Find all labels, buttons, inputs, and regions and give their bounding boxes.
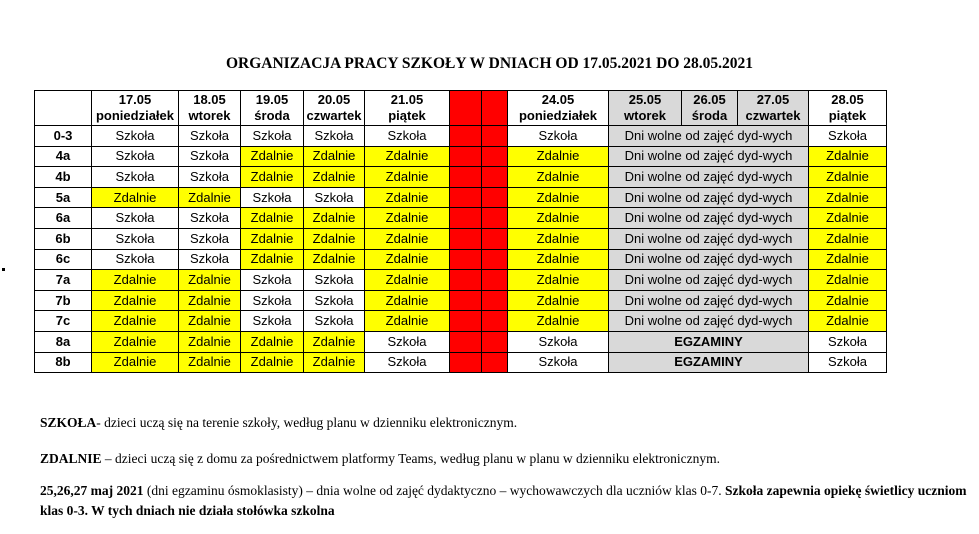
header-cell: 27.05 czwartek <box>738 91 809 126</box>
schedule-cell: Szkoła <box>179 228 241 249</box>
schedule-cell: Szkoła <box>241 311 304 332</box>
schedule-cell: Zdalnie <box>92 187 179 208</box>
schedule-cell: Zdalnie <box>365 187 450 208</box>
schedule-cell: Zdalnie <box>508 208 609 229</box>
schedule-cell: Szkoła <box>241 270 304 291</box>
schedule-cell: Zdalnie <box>365 290 450 311</box>
weekend-cell <box>482 126 508 147</box>
weekend-cell <box>482 290 508 311</box>
header-cell: 25.05 wtorek <box>609 91 682 126</box>
schedule-cell: Szkoła <box>365 352 450 373</box>
class-label: 8a <box>35 331 92 352</box>
schedule-cell: Zdalnie <box>179 311 241 332</box>
schedule-cell: Szkoła <box>809 331 887 352</box>
holiday-cell: Dni wolne od zajęć dyd-wych <box>609 126 809 147</box>
schedule-cell: Szkoła <box>179 249 241 270</box>
schedule-cell: Zdalnie <box>304 331 365 352</box>
header-cell: 17.05 poniedziałek <box>92 91 179 126</box>
weekend-cell <box>450 311 482 332</box>
weekend-cell <box>450 187 482 208</box>
schedule-cell: Szkoła <box>304 290 365 311</box>
weekend-cell <box>450 290 482 311</box>
schedule-cell: Zdalnie <box>179 187 241 208</box>
schedule-cell: Zdalnie <box>304 228 365 249</box>
class-label: 0-3 <box>35 126 92 147</box>
holiday-cell: Dni wolne od zajęć dyd-wych <box>609 208 809 229</box>
schedule-cell: Zdalnie <box>304 146 365 167</box>
schedule-cell: Szkoła <box>809 126 887 147</box>
schedule-cell: Zdalnie <box>809 270 887 291</box>
schedule-cell: Szkoła <box>92 126 179 147</box>
schedule-cell: Szkoła <box>92 146 179 167</box>
table-row <box>35 146 887 167</box>
schedule-cell: Szkoła <box>179 208 241 229</box>
class-label: 6c <box>35 249 92 270</box>
holiday-cell: Dni wolne od zajęć dyd-wych <box>609 249 809 270</box>
schedule-cell: Szkoła <box>809 352 887 373</box>
weekend-cell <box>450 146 482 167</box>
weekend-cell <box>482 311 508 332</box>
schedule-cell: Szkoła <box>92 167 179 188</box>
weekend-cell <box>482 146 508 167</box>
schedule-cell: Zdalnie <box>508 311 609 332</box>
holiday-cell: Dni wolne od zajęć dyd-wych <box>609 228 809 249</box>
schedule-cell: Zdalnie <box>508 187 609 208</box>
schedule-cell: Zdalnie <box>809 146 887 167</box>
schedule-cell: Zdalnie <box>179 352 241 373</box>
schedule-cell: Zdalnie <box>241 249 304 270</box>
table-row <box>35 270 887 291</box>
holiday-cell: Dni wolne od zajęć dyd-wych <box>609 270 809 291</box>
schedule-cell: Zdalnie <box>92 290 179 311</box>
class-label: 5a <box>35 187 92 208</box>
weekend-cell <box>482 91 508 126</box>
weekend-cell <box>450 167 482 188</box>
schedule-cell: Zdalnie <box>241 331 304 352</box>
schedule-cell: Szkoła <box>241 187 304 208</box>
schedule-cell: Zdalnie <box>365 228 450 249</box>
schedule-cell: Szkoła <box>92 249 179 270</box>
schedule-cell: Zdalnie <box>809 311 887 332</box>
schedule-cell: Szkoła <box>179 167 241 188</box>
corner-cell <box>35 91 92 126</box>
holiday-cell: Dni wolne od zajęć dyd-wych <box>609 167 809 188</box>
exam-cell: EGZAMINY <box>609 331 809 352</box>
holiday-cell: Dni wolne od zajęć dyd-wych <box>609 290 809 311</box>
schedule-cell: Zdalnie <box>304 167 365 188</box>
schedule-cell: Szkoła <box>304 311 365 332</box>
schedule-cell: Zdalnie <box>365 208 450 229</box>
header-row <box>35 91 887 126</box>
schedule-cell: Szkoła <box>304 270 365 291</box>
weekend-cell <box>450 331 482 352</box>
schedule-cell: Szkoła <box>508 331 609 352</box>
schedule-cell: Zdalnie <box>241 352 304 373</box>
schedule-cell: Zdalnie <box>809 228 887 249</box>
schedule-cell: Zdalnie <box>809 187 887 208</box>
table-row <box>35 331 887 352</box>
stray-bullet <box>2 268 5 271</box>
weekend-cell <box>482 249 508 270</box>
table-row <box>35 228 887 249</box>
schedule-cell: Szkoła <box>508 352 609 373</box>
schedule-cell: Zdalnie <box>508 249 609 270</box>
weekend-cell <box>450 208 482 229</box>
schedule-cell: Zdalnie <box>809 167 887 188</box>
schedule-cell: Zdalnie <box>179 270 241 291</box>
table-row <box>35 352 887 373</box>
weekend-cell <box>482 208 508 229</box>
class-label: 7b <box>35 290 92 311</box>
schedule-cell: Zdalnie <box>508 290 609 311</box>
schedule-cell: Zdalnie <box>92 331 179 352</box>
schedule-cell: Szkoła <box>304 187 365 208</box>
weekend-cell <box>450 352 482 373</box>
class-label: 8b <box>35 352 92 373</box>
schedule-cell: Szkoła <box>508 126 609 147</box>
schedule-table <box>34 90 887 373</box>
weekend-cell <box>482 187 508 208</box>
schedule-cell: Zdalnie <box>365 167 450 188</box>
table-row <box>35 208 887 229</box>
class-label: 4a <box>35 146 92 167</box>
schedule-cell: Zdalnie <box>365 311 450 332</box>
schedule-cell: Zdalnie <box>508 146 609 167</box>
weekend-cell <box>450 91 482 126</box>
schedule-cell: Zdalnie <box>241 228 304 249</box>
schedule-cell: Szkoła <box>179 126 241 147</box>
weekend-cell <box>450 270 482 291</box>
schedule-cell: Zdalnie <box>365 270 450 291</box>
schedule-cell: Szkoła <box>92 228 179 249</box>
schedule-cell: Zdalnie <box>304 352 365 373</box>
class-label: 4b <box>35 167 92 188</box>
schedule-cell: Zdalnie <box>241 208 304 229</box>
class-label: 6a <box>35 208 92 229</box>
schedule-cell: Zdalnie <box>92 352 179 373</box>
weekend-cell <box>482 270 508 291</box>
schedule-cell: Zdalnie <box>241 146 304 167</box>
schedule-cell: Zdalnie <box>809 290 887 311</box>
class-label: 7a <box>35 270 92 291</box>
schedule-cell: Zdalnie <box>365 249 450 270</box>
table-row <box>35 311 887 332</box>
table-row <box>35 290 887 311</box>
header-cell: 19.05 środa <box>241 91 304 126</box>
table-row <box>35 249 887 270</box>
holiday-cell: Dni wolne od zajęć dyd-wych <box>609 146 809 167</box>
schedule-cell: Szkoła <box>241 290 304 311</box>
table-row <box>35 167 887 188</box>
weekend-cell <box>482 352 508 373</box>
schedule-cell: Zdalnie <box>179 331 241 352</box>
weekend-cell <box>482 331 508 352</box>
schedule-cell: Zdalnie <box>809 249 887 270</box>
schedule-cell: Zdalnie <box>179 290 241 311</box>
schedule-cell: Zdalnie <box>241 167 304 188</box>
header-cell: 24.05 poniedziałek <box>508 91 609 126</box>
schedule-cell: Zdalnie <box>508 228 609 249</box>
table-row <box>35 126 887 147</box>
weekend-cell <box>450 249 482 270</box>
schedule-cell: Szkoła <box>241 126 304 147</box>
header-cell: 20.05 czwartek <box>304 91 365 126</box>
legend-zdalnie: ZDALNIE – dzieci uczą się z domu za pośrednictwem platformy Teams, według planu w planu w dzienniku elektronicznym. <box>40 451 721 466</box>
header-cell: 28.05 piątek <box>809 91 887 126</box>
header-cell: 26.05 środa <box>682 91 738 126</box>
schedule-cell: Zdalnie <box>92 311 179 332</box>
holiday-cell: Dni wolne od zajęć dyd-wych <box>609 311 809 332</box>
header-cell: 18.05 wtorek <box>179 91 241 126</box>
weekend-cell <box>482 167 508 188</box>
legend-szkola: SZKOŁA- dzieci uczą się na terenie szkoły, według planu w dzienniku elektronicznym. <box>40 415 518 430</box>
page-title: ORGANIZACJA PRACY SZKOŁY W DNIACH OD 17.05.2021 DO 28.05.2021 <box>225 55 754 72</box>
schedule-cell: Zdalnie <box>809 208 887 229</box>
schedule-cell: Zdalnie <box>508 167 609 188</box>
schedule-cell: Zdalnie <box>365 146 450 167</box>
schedule-cell: Zdalnie <box>92 270 179 291</box>
schedule-cell: Szkoła <box>365 126 450 147</box>
weekend-cell <box>450 126 482 147</box>
header-cell: 21.05 piątek <box>365 91 450 126</box>
schedule-cell: Szkoła <box>179 146 241 167</box>
holiday-cell: Dni wolne od zajęć dyd-wych <box>609 187 809 208</box>
schedule-cell: Zdalnie <box>304 208 365 229</box>
weekend-cell <box>450 228 482 249</box>
legend-exams: 25,26,27 maj 2021 (dni egzaminu ósmoklasisty) – dnia wolne od zajęć dydaktyczno – wychowawczych dla uczniów klas 0-7. Szkoła zapewnia opiekę świetlicy uczniom klas 0-3. W tych dniach nie działa stołówka szkolna <box>40 483 967 518</box>
class-label: 6b <box>35 228 92 249</box>
table-row <box>35 187 887 208</box>
schedule-cell: Zdalnie <box>304 249 365 270</box>
schedule-cell: Szkoła <box>92 208 179 229</box>
class-label: 7c <box>35 311 92 332</box>
weekend-cell <box>482 228 508 249</box>
schedule-cell: Szkoła <box>304 126 365 147</box>
schedule-cell: Zdalnie <box>508 270 609 291</box>
schedule-cell: Szkoła <box>365 331 450 352</box>
exam-cell: EGZAMINY <box>609 352 809 373</box>
